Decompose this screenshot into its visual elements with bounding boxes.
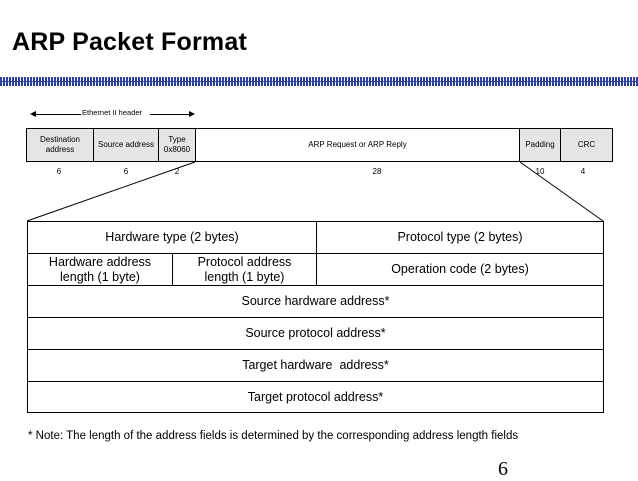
- field-source-hardware-address: Source hardware address*: [27, 285, 604, 318]
- size-source: 6: [123, 167, 129, 176]
- field-protocol-address-length: Protocol address length (1 byte): [172, 253, 317, 286]
- frame-field-arp: ARP Request or ARP Reply: [195, 128, 520, 162]
- field-operation-code: Operation code (2 bytes): [316, 253, 604, 286]
- page-number: 6: [498, 458, 508, 480]
- frame-field-type: Type 0x8060: [158, 128, 196, 162]
- field-hardware-address-length: Hardware address length (1 byte): [27, 253, 173, 286]
- footnote: * Note: The length of the address fields is determined by the corresponding address length fields: [28, 430, 519, 442]
- expansion-line-right: [520, 162, 603, 221]
- field-target-hardware-address: Target hardware address*: [27, 349, 604, 382]
- frame-field-crc: CRC: [560, 128, 613, 162]
- field-hardware-type: Hardware type (2 bytes): [27, 221, 317, 254]
- size-destination: 6: [56, 167, 62, 176]
- ethernet-header-label: Ethernet II header: [82, 108, 143, 117]
- size-type: 2: [174, 167, 180, 176]
- frame-field-destination: Destination address: [26, 128, 94, 162]
- slide-title: ARP Packet Format: [12, 28, 247, 56]
- frame-field-padding: Padding: [519, 128, 561, 162]
- size-padding: 10: [535, 167, 545, 176]
- field-protocol-type: Protocol type (2 bytes): [316, 221, 604, 254]
- frame-field-source: Source address: [93, 128, 159, 162]
- expansion-line-left: [27, 162, 195, 221]
- field-target-protocol-address: Target protocol address*: [27, 381, 604, 413]
- size-arp: 28: [372, 167, 382, 176]
- field-source-protocol-address: Source protocol address*: [27, 317, 604, 350]
- size-crc: 4: [580, 167, 586, 176]
